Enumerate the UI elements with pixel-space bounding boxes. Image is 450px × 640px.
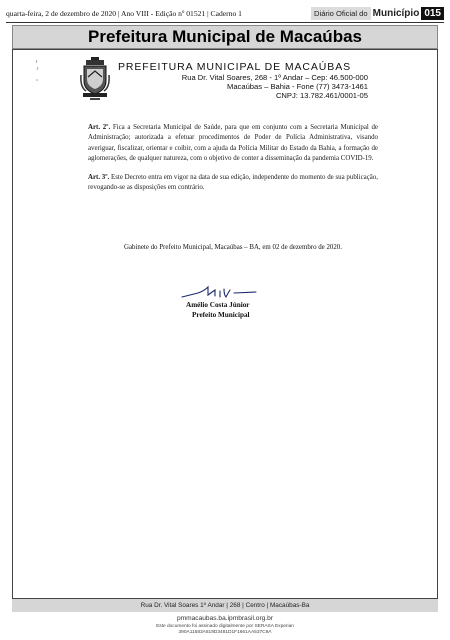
article-paragraph [88, 173, 378, 194]
footer-address: Rua Dr. Vital Soares 1º Andar | 268 | Centro | Macaúbas-Ba [12, 599, 438, 612]
org-address: Rua Dr. Vital Soares, 268 - 1º Andar – Cep: 46.500-000 [181, 73, 368, 82]
org-cnpj: CNPJ: 13.782.461/0001-05 [275, 91, 368, 101]
certification-line: Este documento foi assinado digitalmente por SERASA Experian [156, 624, 294, 629]
article-paragraph [88, 123, 378, 164]
page-number: 015 [421, 7, 444, 20]
certification-note [0, 624, 450, 636]
article-label: Art. 2º. [88, 124, 111, 131]
journal-masthead [311, 7, 444, 20]
signer-role: Prefeito Municipal [192, 311, 250, 319]
gabinete-line: Gabinete do Prefeito Municipal, Macaúbas – BA, em 02 de dezembro de 2020. [124, 244, 342, 251]
certification-hash: 390A11583A819D3481D1F1661AA537C9A [178, 630, 272, 635]
signer-block [186, 300, 250, 320]
decree-body [88, 123, 378, 203]
journal-name: Município [372, 7, 420, 19]
margin-mark [33, 58, 41, 84]
page-title: Prefeitura Municipal de Macaúbas [12, 25, 438, 49]
letterhead [80, 57, 370, 105]
article-label: Art. 3º. [88, 174, 110, 182]
handwritten-signature [178, 283, 258, 301]
signer-name: Amélio Costa Júnior [186, 301, 250, 309]
edition-line: quarta-feira, 2 de dezembro de 2020 | Ano VIII - Edição nº 01521 | Caderno 1 [6, 8, 242, 18]
org-name: PREFEITURA MUNICIPAL DE MACAÚBAS [118, 61, 352, 73]
org-city-phone: Macaúbas – Bahia - Fone (77) 3473-1461 [227, 82, 368, 92]
edition-header [6, 4, 444, 23]
footer-url[interactable]: pmmacaubas.ba.ipmbrasil.org.br [176, 615, 274, 622]
article-text: Este Decreto entra em vigor na data de sua edição, independente do momento de sua publicação, revogando-se as disposições em contrário. [88, 174, 378, 192]
journal-prefix: Diário Oficial do [311, 7, 371, 20]
coat-of-arms-icon [80, 57, 110, 101]
article-text: Fica a Secretaria Municipal de Saúde, para que em conjunto com a Secretaria Municipal de Administração; autorizada a efetuar procedimentos de Poder de Polícia Administrativa, visando averiguar, fiscalizar, orientar e coibir, com a ajuda da Polícia Militar do Estado da Bahia, a formação de aglomerações, de qualquer natureza, com o objetivo de conter a disseminação da pandemia COVID-19. [88, 124, 378, 162]
